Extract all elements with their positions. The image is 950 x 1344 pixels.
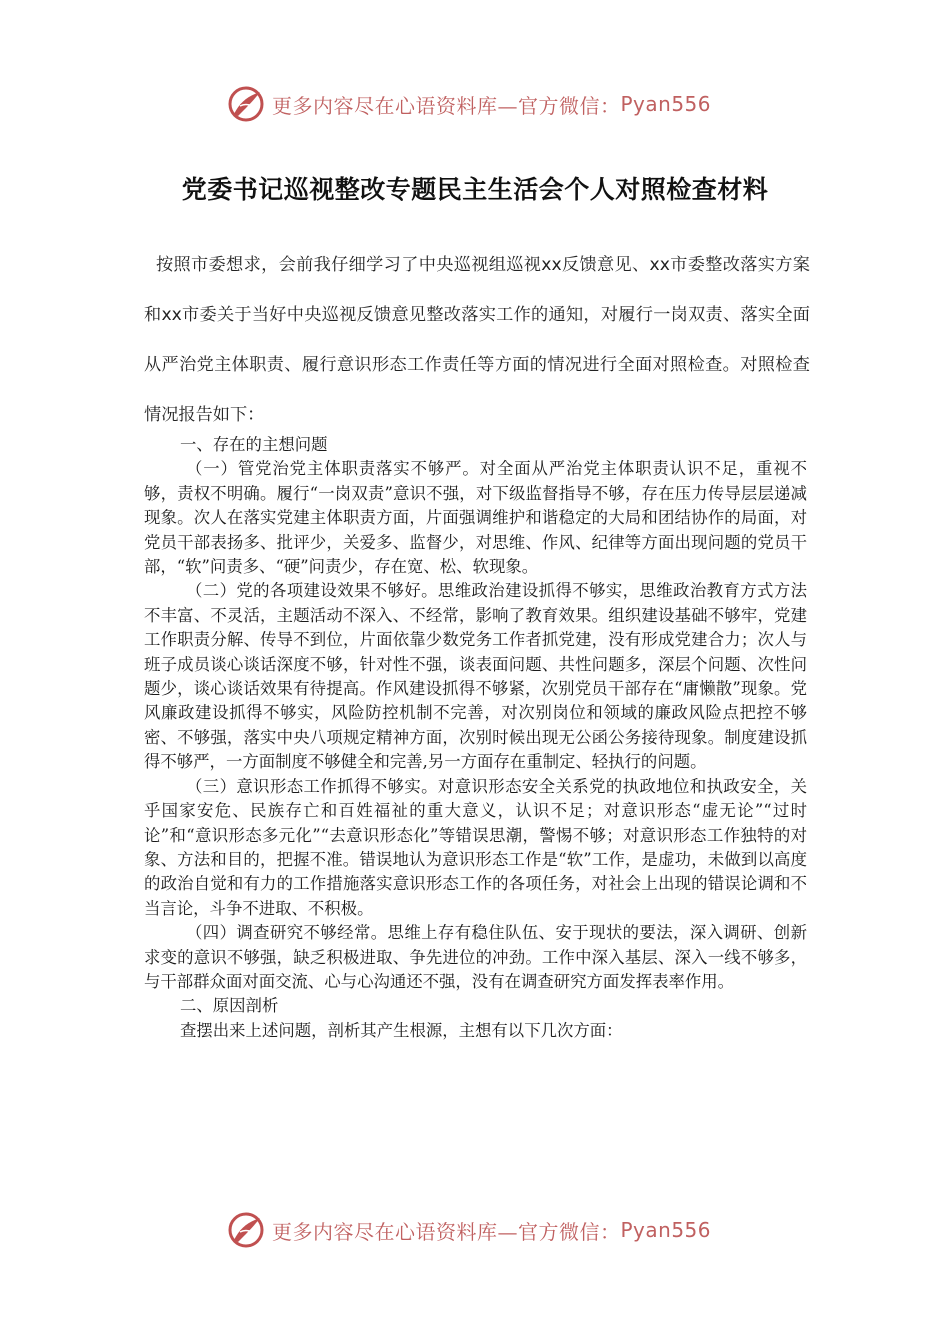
paragraph-5: 查摆出来上述问题，剖析其产生根源，主想有以下几次方面： xyxy=(180,1020,623,1040)
watermark-text: 更多内容尽在心语资料库—官方微信： xyxy=(272,1219,621,1244)
paragraph-2: （二）党的各项建设效果不够好。思维政治建设抓得不够实，思维政治教育方式方法不丰富、不灵活，主题活动不深入、不经常，影响了教育效果。组织建设基础不够牢，党建工作职责分解、传导不到位，片面依靠少数党务工作者抓党建，没有形成党建合力；次人与班子成员谈心谈话深度不够，针对性不强，谈表面问题、共性问题多，深层个问题、次性问题少，谈心谈话效果有待提高。作风建设抓得不够紧，次别党员干部存在“庸懒散”现象。党风廉政建设抓得不够实，风险防控机制不完善，对次别岗位和领域的廉政风险点把控不够密、不够强，落实中央八项规定精神方面，次别时候出现无公函公务接待现象。制度建设抓得不够严，一方面制度不够健全和完善,另一方面存在重制定、轻执行的问题。 xyxy=(144,581,807,772)
dove-logo-icon xyxy=(226,84,266,124)
intro-paragraph: 按照市委想求，会前我仔细学习了中央巡视组巡视xx反馈意见、xx市委整改落实方案和xx市委关于当好中央巡视反馈意见整改落实工作的通知，对履行一岗双责、落实全面从严治党主体职责、履行意识形态工作责任等方面的情况进行全面对照检查。对照检查情况报告如下： xyxy=(144,255,810,425)
intro-section xyxy=(144,240,810,440)
section-heading-causes: 二、原因剖析 xyxy=(180,996,279,1016)
dove-logo-icon xyxy=(226,1210,266,1250)
watermark-handle: Pyan556 xyxy=(620,92,712,116)
watermark-handle: Pyan556 xyxy=(620,1218,712,1242)
document-title: 党委书记巡视整改专题民主生活会个人对照检查材料 xyxy=(181,175,769,204)
paragraph-4: （四）调查研究不够经常。思维上存有稳住队伍、安于现状的要法，深入调研、创新求变的意识不够强，缺乏积极进取、争先进位的冲劲。工作中深入基层、深入一线不够多，与干部群众面对面交流、心与心沟通还不强，没有在调查研究方面发挥表率作用。 xyxy=(144,923,807,991)
paragraph-3: （三）意识形态工作抓得不够实。对意识形态安全关系党的执政地位和执政安全，关乎国家安危、民族存亡和百姓福祉的重大意义，认识不足；对意识形态“虚无论”“过时论”和“意识形态多元化”“去意识形态化”等错误思潮，警惕不够；对意识形态工作独特的对象、方法和目的，把握不准。错误地认为意识形态工作是“软”工作，是虚功，未做到以高度的政治自觉和有力的工作措施落实意识形态工作的各项任务，对社会上出现的错误论调和不当言论，斗争不进取、不积极。 xyxy=(144,776,807,918)
section-heading-problems: 一、存在的主想问题 xyxy=(180,435,328,454)
document-body xyxy=(144,433,807,1043)
watermark-banner-bottom xyxy=(226,1208,711,1252)
watermark-text: 更多内容尽在心语资料库—官方微信： xyxy=(272,93,621,118)
paragraph-1: （一）管党治党主体职责落实不够严。对全面从严治党主体职责认识不足，重视不够，责权不明确。履行“一岗双责”意识不强，对下级监督指导不够，存在压力传导层层递减现象。次人在落实党建主体职责方面，片面强调维护和谐稳定的大局和团结协作的局面，对党员干部表扬多、批评少，关爱多、监督少，对思维、作风、纪律等方面出现问题的党员干部，“软”问责多、“硬”问责少，存在宽、松、软现象。 xyxy=(144,459,807,577)
watermark-banner-top xyxy=(226,82,711,126)
